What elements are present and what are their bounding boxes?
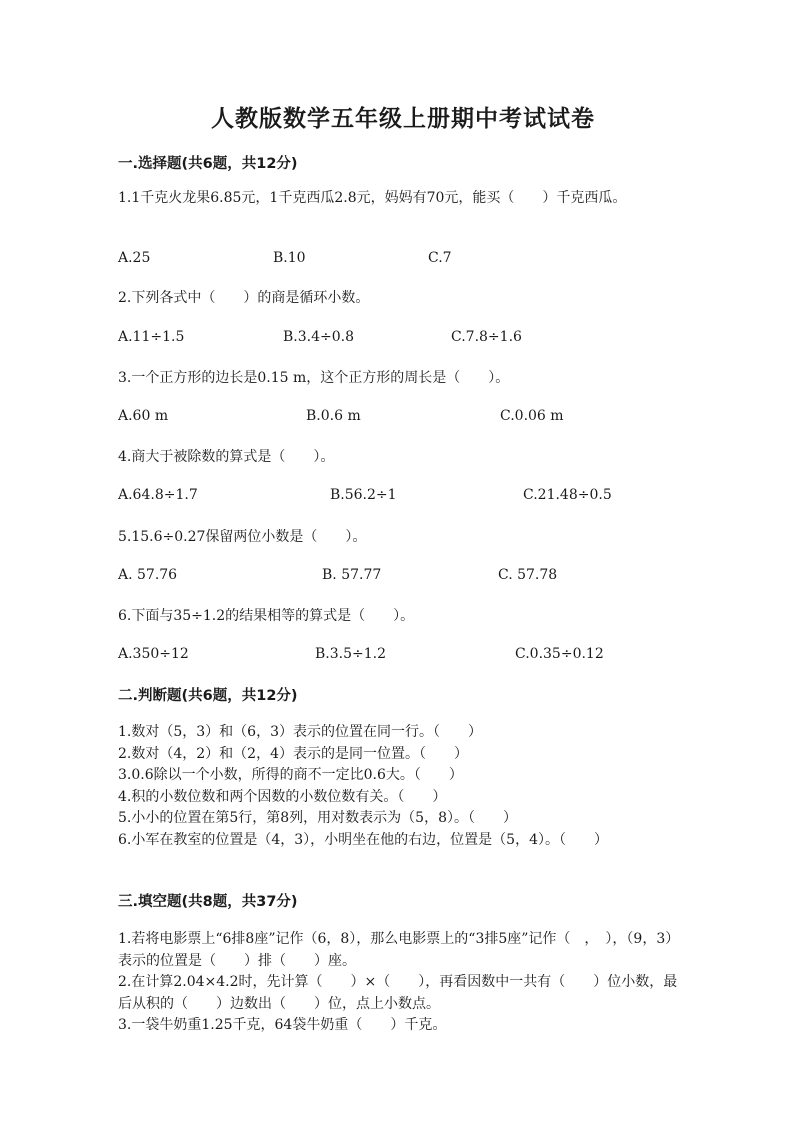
question-text: 1.1千克火龙果6.85元，1千克西瓜2.8元，妈妈有70元，能买（ ）千克西瓜。 [118, 190, 627, 206]
option-row [118, 567, 688, 587]
page-title: 人教版数学五年级上册期中考试试卷 [211, 106, 595, 132]
option-a: A. 57.76 [118, 567, 178, 583]
option-c: C.0.06 m [500, 408, 564, 424]
section-heading-true-false: 二.判断题(共6题，共12分) [118, 688, 298, 704]
fill-blank-list [118, 929, 688, 1037]
option-b: B.56.2÷1 [330, 487, 397, 503]
option-b: B.10 [273, 250, 306, 266]
question-text: 2.下列各式中（ ）的商是循环小数。 [118, 290, 370, 306]
option-row [118, 250, 688, 270]
option-c: C.7.8÷1.6 [451, 329, 522, 345]
option-a: A.64.8÷1.7 [118, 487, 198, 503]
option-c: C. 57.78 [498, 567, 558, 583]
question-text: 5.15.6÷0.27保留两位小数是（ ）。 [118, 529, 367, 545]
option-row [118, 646, 688, 666]
question-text: 4.商大于被除数的算式是（ ）。 [118, 449, 335, 465]
list-item: 1.若将电影票上“6排8座”记作（6，8），那么电影票上的“3排5座”记作（ ， ），（9，3）表示的位置是（ ）排（ ）座。 [118, 931, 680, 969]
option-row [118, 408, 688, 428]
section-heading-fill-blank: 三.填空题(共8题，共37分) [118, 894, 298, 910]
option-a: A.350÷12 [118, 646, 189, 662]
list-item: 3.0.6除以一个小数，所得的商不一定比0.6大。（ ） [118, 767, 463, 783]
list-item: 4.积的小数位数和两个因数的小数位数有关。（ ） [118, 788, 447, 805]
section-heading-choice: 一.选择题(共6题，共12分) [118, 156, 298, 172]
option-c: C.0.35÷0.12 [515, 646, 604, 662]
option-b: B.3.4÷0.8 [283, 329, 354, 345]
question-text: 3.一个正方形的边长是0.15 m，这个正方形的周长是（ ）。 [118, 370, 510, 386]
list-item: 2.数对（4，2）和（2，4）表示的是同一位置。（ ） [118, 745, 468, 762]
option-row [118, 329, 688, 349]
option-a: A.25 [118, 250, 151, 266]
option-c: C.21.48÷0.5 [523, 487, 612, 503]
option-b: B.0.6 m [306, 408, 361, 424]
option-a: A.11÷1.5 [118, 329, 185, 345]
list-item: 6.小军在教室的位置是（4，3），小明坐在他的右边，位置是（5，4）。（ ） [118, 831, 608, 848]
option-b: B. 57.77 [322, 567, 382, 583]
true-false-list [118, 722, 688, 851]
option-c: C.7 [428, 250, 452, 266]
list-item: 5.小小的位置在第5行，第8列，用对数表示为（5，8）。（ ） [118, 810, 517, 826]
list-item: 1.数对（5，3）和（6，3）表示的位置在同一行。（ ） [118, 724, 482, 740]
question-text: 6.下面与35÷1.2的结果相等的算式是（ ）。 [118, 608, 415, 624]
option-a: A.60 m [118, 408, 169, 424]
option-row [118, 487, 688, 507]
option-b: B.3.5÷1.2 [315, 646, 386, 662]
list-item: 3.一袋牛奶重1.25千克，64袋牛奶重（ ）千克。 [118, 1017, 447, 1033]
list-item: 2.在计算2.04×4.2时，先计算（ ）×（ ），再看因数中一共有（ ）位小数，最后从积的（ ）边数出（ ）位，点上小数点。 [118, 974, 678, 1012]
